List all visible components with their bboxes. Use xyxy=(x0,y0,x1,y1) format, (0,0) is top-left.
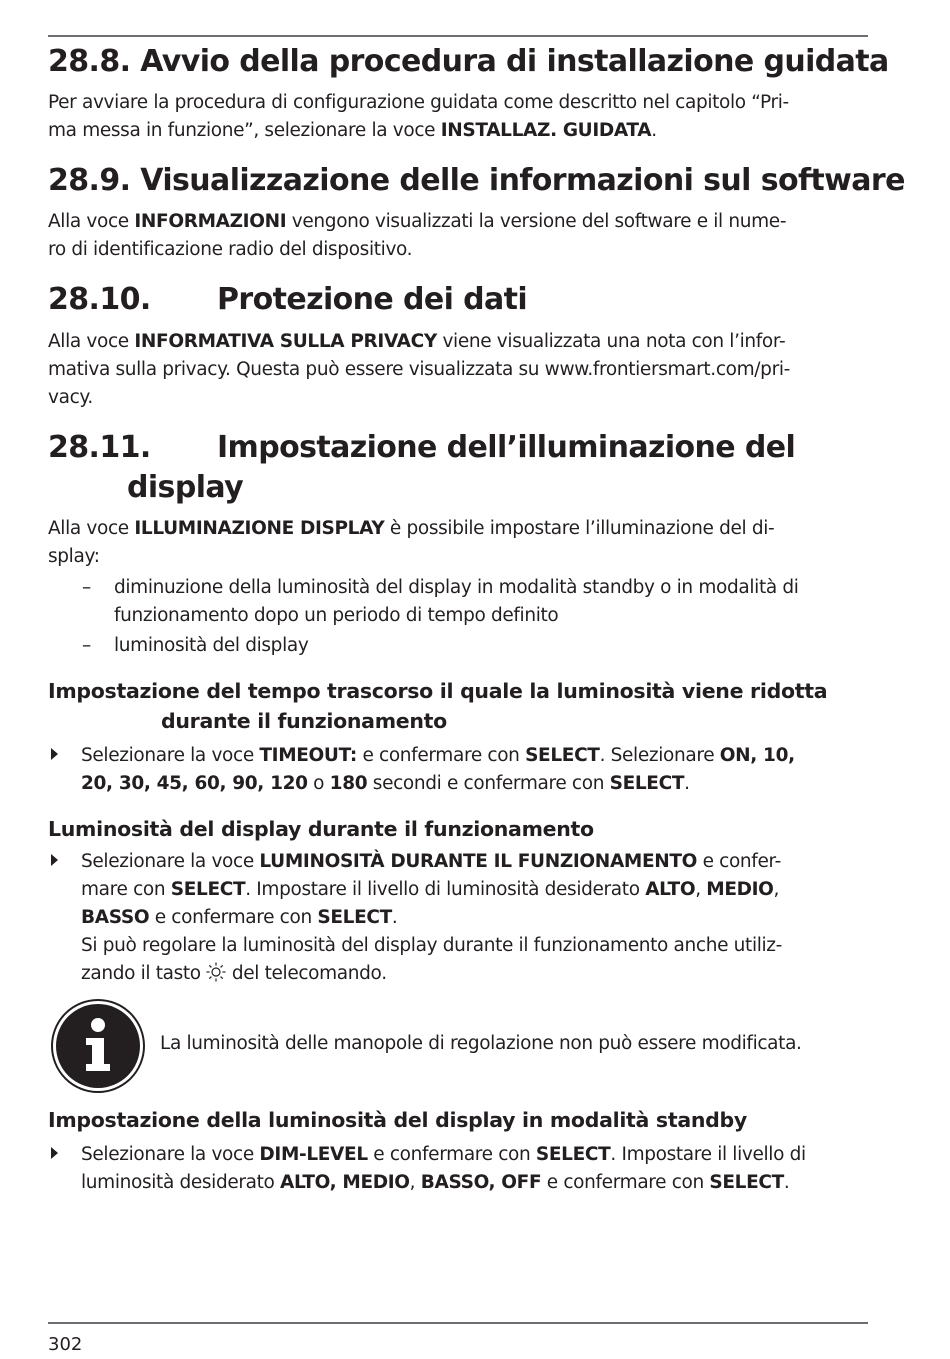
info-note-text: La luminosità delle manopole di regolazione non può essere modificata. xyxy=(160,1033,802,1054)
list-item-continued: funzionamento dopo un periodo di tempo definito xyxy=(114,605,559,626)
section-heading-28-11-continued: display xyxy=(127,470,244,505)
instruction-line: mare con SELECT. Impostare il livello di luminosità desiderato ALTO, MEDIO, xyxy=(81,879,780,900)
page-number: 302 xyxy=(48,1334,83,1355)
paragraph-line: Per avviare la procedura di configurazione guidata come descritto nel capitolo “Pri- xyxy=(48,92,789,113)
list-item: diminuzione della luminosità del display in modalità standby o in modalità di xyxy=(114,577,799,598)
triangle-bullet-icon xyxy=(51,748,58,760)
section-heading-28-11: 28.11. Impostazione dell’illuminazione del xyxy=(48,430,796,465)
instruction-line: Selezionare la voce LUMINOSITÀ DURANTE IL FUNZIONAMENTO e confer- xyxy=(81,851,781,872)
instruction-line: Selezionare la voce TIMEOUT: e confermare con SELECT. Selezionare ON, 10, xyxy=(81,745,795,766)
subheading-timeout: Impostazione del tempo trascorso il quale la luminosità viene ridotta xyxy=(48,679,828,703)
section-heading-28-10: 28.10. Protezione dei dati xyxy=(48,282,528,317)
sun-icon xyxy=(206,962,226,982)
manual-page xyxy=(48,0,905,1359)
section-heading-28-9: 28.9. Visualizzazione delle informazioni sul software xyxy=(48,163,905,198)
instruction-line: BASSO e confermare con SELECT. xyxy=(81,907,398,928)
paragraph-line: ma messa in funzione”, selezionare la voce INSTALLAZ. GUIDATA. xyxy=(48,120,657,141)
paragraph-line: Alla voce INFORMATIVA SULLA PRIVACY viene visualizzata una nota con l’infor- xyxy=(48,331,786,352)
instruction-line: zando il tasto del telecomando. xyxy=(81,963,387,984)
dash-bullet: – xyxy=(82,577,92,598)
triangle-bullet-icon xyxy=(51,1147,58,1159)
subheading-timeout-continued: durante il funzionamento xyxy=(161,709,447,733)
info-icon xyxy=(50,998,146,1094)
triangle-bullet-icon xyxy=(51,854,58,866)
paragraph-line: Alla voce INFORMAZIONI vengono visualizzati la versione del software e il nume- xyxy=(48,211,787,232)
paragraph-line: Alla voce ILLUMINAZIONE DISPLAY è possibile impostare l’illuminazione del di- xyxy=(48,518,775,539)
instruction-line: 20, 30, 45, 60, 90, 120 o 180 secondi e confermare con SELECT. xyxy=(81,773,690,794)
paragraph-line: vacy. xyxy=(48,387,93,408)
paragraph-line: ro di identificazione radio del dispositivo. xyxy=(48,239,413,260)
instruction-line: Si può regolare la luminosità del display durante il funzionamento anche utiliz- xyxy=(81,935,782,956)
subheading-standby: Impostazione della luminosità del display in modalità standby xyxy=(48,1108,747,1132)
subheading-brightness: Luminosità del display durante il funzionamento xyxy=(48,817,594,841)
instruction-line: Selezionare la voce DIM-LEVEL e confermare con SELECT. Impostare il livello di xyxy=(81,1144,806,1165)
paragraph-line: mativa sulla privacy. Questa può essere visualizzata su www.frontiersmart.com/pri- xyxy=(48,359,790,380)
bottom-divider xyxy=(48,1322,868,1324)
top-divider xyxy=(48,35,868,37)
section-heading-28-8: 28.8. Avvio della procedura di installazione guidata xyxy=(48,44,889,79)
instruction-line: luminosità desiderato ALTO, MEDIO, BASSO, OFF e confermare con SELECT. xyxy=(81,1172,790,1193)
list-item: luminosità del display xyxy=(114,635,309,656)
dash-bullet: – xyxy=(82,635,92,656)
paragraph-line: splay: xyxy=(48,546,100,567)
